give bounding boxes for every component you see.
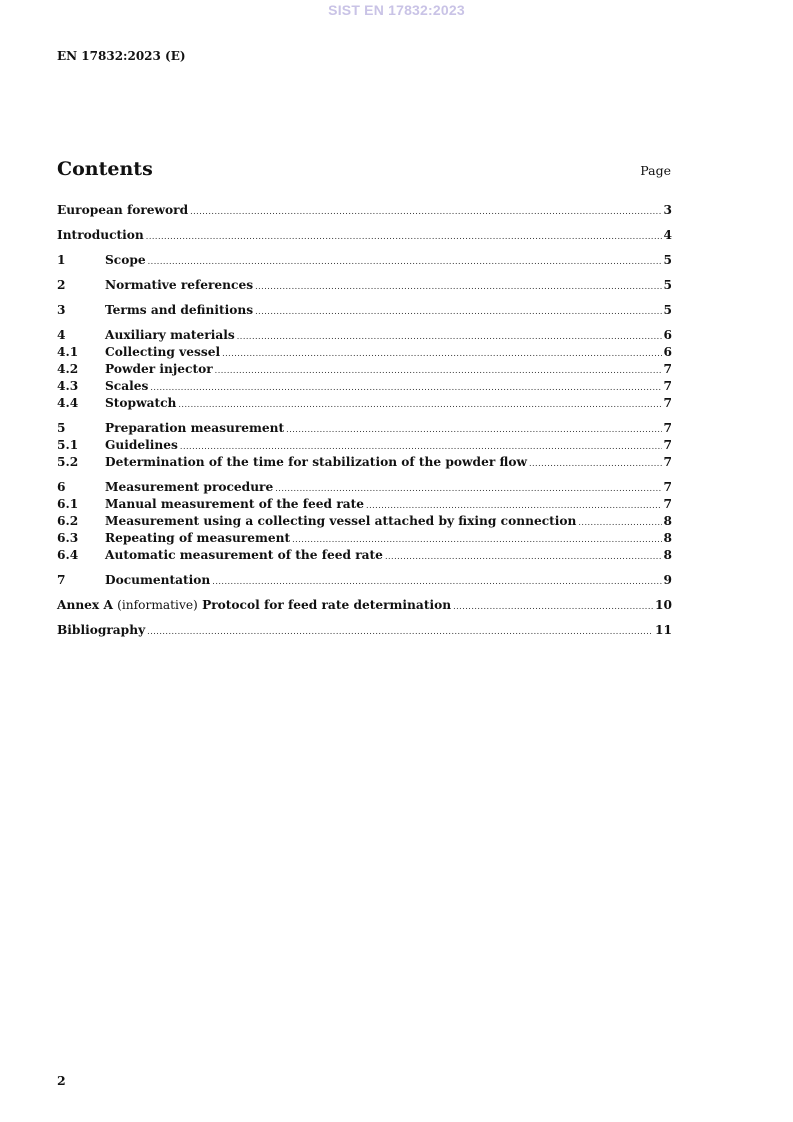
contents-title: Contents xyxy=(57,158,153,180)
toc-entry-page: 7 xyxy=(663,379,672,393)
toc-entry-page: 7 xyxy=(663,421,672,435)
toc-entry-title: Stopwatch xyxy=(105,396,177,410)
toc-entry-6-4[interactable] xyxy=(57,547,672,564)
toc-entry-number: 4.4 xyxy=(57,396,79,410)
toc-entry-4[interactable] xyxy=(57,327,672,344)
toc-entry-3[interactable] xyxy=(57,302,672,319)
toc-entry-number: 4 xyxy=(57,328,66,342)
annex-title: Protocol for feed rate determination xyxy=(202,598,452,612)
page-number: 2 xyxy=(57,1073,66,1088)
toc-entry-1[interactable] xyxy=(57,252,672,269)
leader-dots xyxy=(237,328,662,345)
leader-dots xyxy=(255,278,661,295)
toc-entry-6[interactable] xyxy=(57,479,672,496)
toc-entry-4-3[interactable] xyxy=(57,378,672,395)
leader-dots xyxy=(578,514,661,531)
table-of-contents xyxy=(57,202,672,639)
document-id: EN 17832:2023 (E) xyxy=(57,49,186,63)
toc-entry-title: Bibliography xyxy=(57,623,146,637)
leader-dots xyxy=(286,421,661,438)
toc-entry-number: 1 xyxy=(57,253,66,267)
toc-entry-2[interactable] xyxy=(57,277,672,294)
toc-entry-page: 8 xyxy=(663,514,672,528)
toc-entry-number: 7 xyxy=(57,573,66,587)
leader-dots xyxy=(190,203,661,220)
watermark: SIST EN 17832:2023 xyxy=(328,2,465,18)
leader-dots xyxy=(222,345,661,362)
toc-entry-number: 4.1 xyxy=(57,345,79,359)
leader-dots xyxy=(366,497,661,514)
toc-entry-page: 7 xyxy=(663,396,672,410)
toc-entry-page: 7 xyxy=(663,497,672,511)
leader-dots xyxy=(147,623,653,640)
toc-entry-foreword[interactable] xyxy=(57,202,672,219)
toc-entry-title: Scales xyxy=(105,379,149,393)
toc-entry-title: Determination of the time for stabilization of the powder flow xyxy=(105,455,527,469)
toc-entry-page: 7 xyxy=(663,362,672,376)
toc-entry-title: European foreword xyxy=(57,203,189,217)
toc-entry-page: 7 xyxy=(663,480,672,494)
toc-entry-number: 6.4 xyxy=(57,548,79,562)
toc-entry-title: Auxiliary materials xyxy=(105,328,235,342)
leader-dots xyxy=(146,228,662,245)
toc-entry-title xyxy=(57,597,451,614)
toc-entry-title: Documentation xyxy=(105,573,211,587)
toc-entry-title: Powder injector xyxy=(105,362,213,376)
leader-dots xyxy=(255,303,661,320)
annex-label: Annex A xyxy=(57,598,113,612)
toc-entry-7[interactable] xyxy=(57,572,672,589)
leader-dots xyxy=(178,396,661,413)
toc-entry-number: 6.3 xyxy=(57,531,79,545)
toc-entry-title: Collecting vessel xyxy=(105,345,221,359)
toc-entry-page: 7 xyxy=(663,438,672,452)
leader-dots xyxy=(148,253,662,270)
toc-entry-6-3[interactable] xyxy=(57,530,672,547)
toc-entry-title: Automatic measurement of the feed rate xyxy=(105,548,383,562)
leader-dots xyxy=(275,480,661,497)
leader-dots xyxy=(150,379,661,396)
leader-dots xyxy=(180,438,662,455)
contents-heading xyxy=(57,158,671,180)
toc-entry-4-2[interactable] xyxy=(57,361,672,378)
page-column-label: Page xyxy=(640,163,671,178)
toc-entry-6-2[interactable] xyxy=(57,513,672,530)
toc-entry-page: 9 xyxy=(663,573,672,587)
leader-dots xyxy=(453,598,653,615)
toc-entry-page: 8 xyxy=(663,531,672,545)
toc-entry-bibliography[interactable] xyxy=(57,622,672,639)
toc-entry-page: 3 xyxy=(663,203,672,217)
toc-entry-title: Scope xyxy=(105,253,146,267)
toc-entry-4-1[interactable] xyxy=(57,344,672,361)
toc-entry-page: 5 xyxy=(663,253,672,267)
toc-entry-introduction[interactable] xyxy=(57,227,672,244)
toc-entry-title: Normative references xyxy=(105,278,254,292)
toc-entry-page: 5 xyxy=(663,278,672,292)
toc-entry-page: 11 xyxy=(655,623,672,637)
toc-entry-number: 5 xyxy=(57,421,66,435)
toc-entry-number: 2 xyxy=(57,278,66,292)
toc-entry-title: Preparation measurement xyxy=(105,421,285,435)
toc-entry-4-4[interactable] xyxy=(57,395,672,412)
toc-entry-number: 5.1 xyxy=(57,438,79,452)
toc-entry-number: 6.2 xyxy=(57,514,79,528)
toc-entry-title: Measurement procedure xyxy=(105,480,274,494)
toc-entry-page: 6 xyxy=(663,345,672,359)
toc-entry-number: 6 xyxy=(57,480,66,494)
toc-entry-5-1[interactable] xyxy=(57,437,672,454)
toc-entry-title: Terms and definitions xyxy=(105,303,254,317)
toc-entry-number: 4.2 xyxy=(57,362,79,376)
leader-dots xyxy=(529,455,662,472)
leader-dots xyxy=(212,573,661,590)
toc-entry-title: Introduction xyxy=(57,228,144,242)
toc-entry-page: 7 xyxy=(663,455,672,469)
toc-entry-number: 3 xyxy=(57,303,66,317)
toc-entry-page: 8 xyxy=(663,548,672,562)
toc-entry-number: 5.2 xyxy=(57,455,79,469)
toc-entry-5[interactable] xyxy=(57,420,672,437)
toc-entry-annex-a[interactable] xyxy=(57,597,672,614)
toc-entry-page: 4 xyxy=(663,228,672,242)
toc-entry-number: 4.3 xyxy=(57,379,79,393)
leader-dots xyxy=(385,548,662,565)
toc-entry-title: Repeating of measurement xyxy=(105,531,291,545)
toc-entry-page: 6 xyxy=(663,328,672,342)
toc-entry-page: 10 xyxy=(655,598,672,612)
toc-entry-6-1[interactable] xyxy=(57,496,672,513)
leader-dots xyxy=(292,531,661,548)
leader-dots xyxy=(215,362,662,379)
toc-entry-page: 5 xyxy=(663,303,672,317)
annex-qualifier: (informative) xyxy=(117,598,198,612)
toc-entry-title: Manual measurement of the feed rate xyxy=(105,497,365,511)
toc-entry-number: 6.1 xyxy=(57,497,79,511)
toc-entry-5-2[interactable] xyxy=(57,454,672,471)
toc-entry-title: Measurement using a collecting vessel attached by fixing connection xyxy=(105,514,577,528)
toc-entry-title: Guidelines xyxy=(105,438,178,452)
